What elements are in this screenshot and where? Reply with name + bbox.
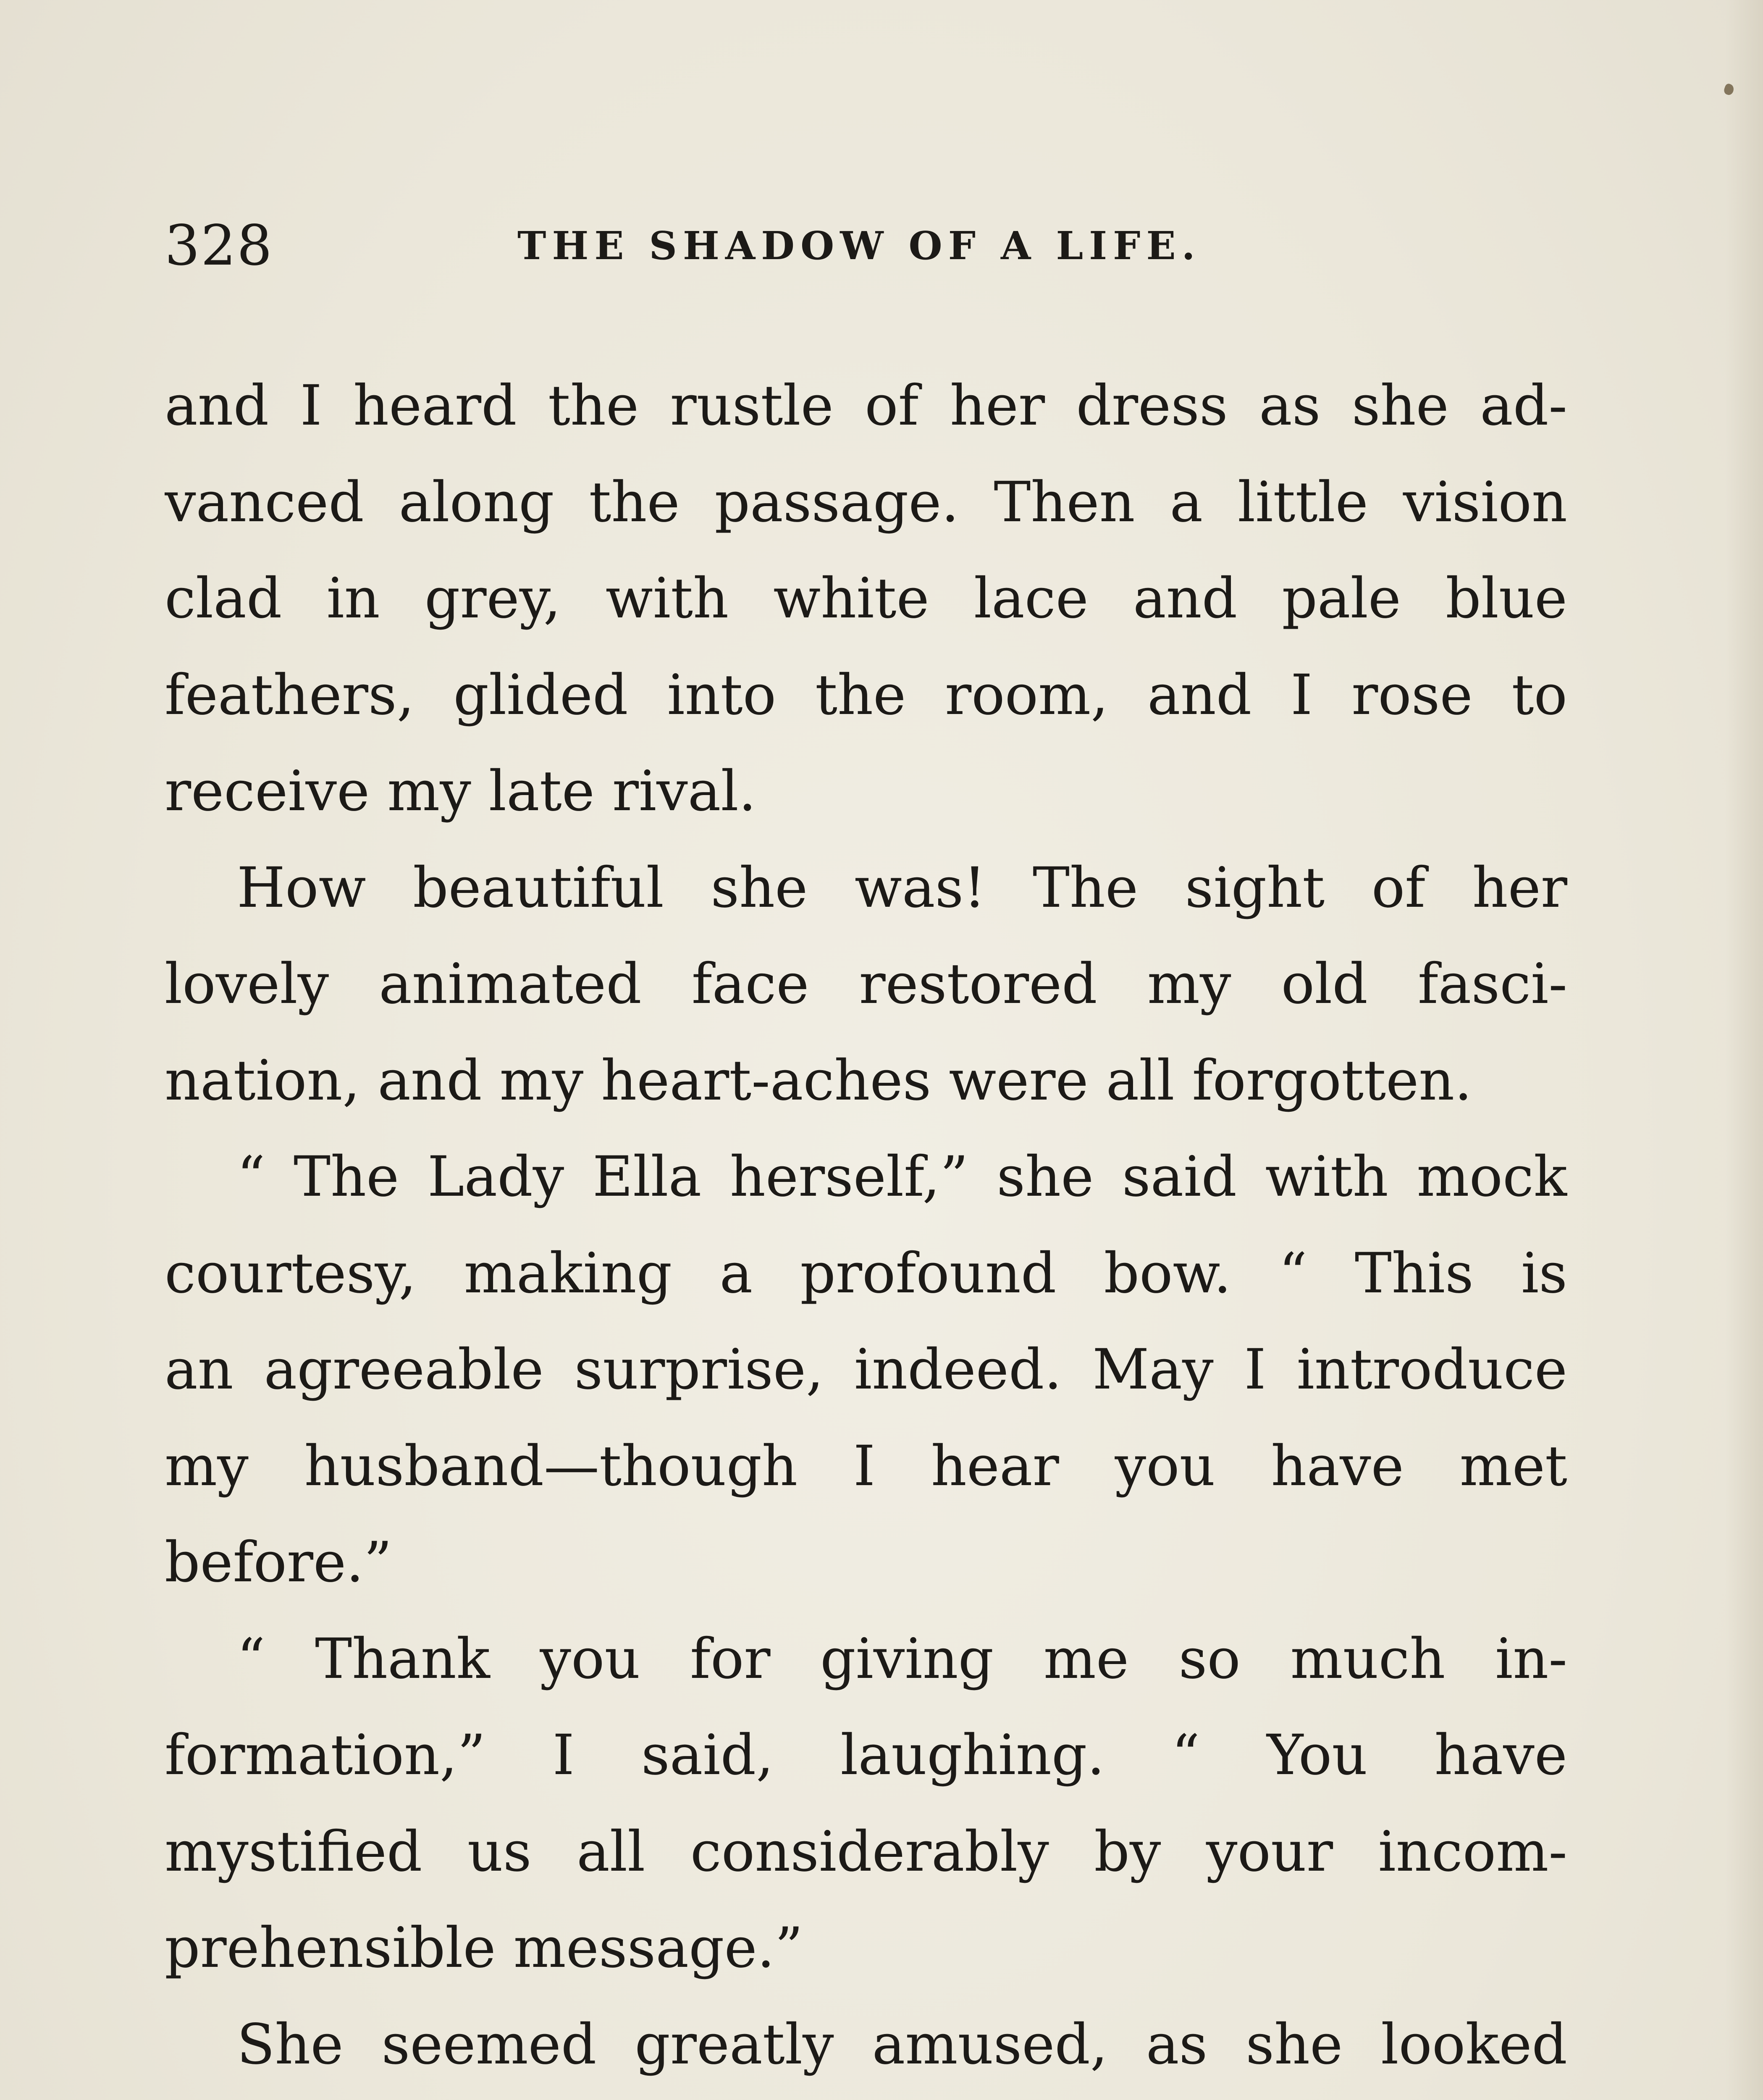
page-edge-shadow <box>1725 0 1763 2100</box>
text-line: mystified us all considerably by your incom- <box>165 1819 1567 1884</box>
page-header <box>165 210 1567 281</box>
text-line: She seemed greatly amused, as she looked <box>237 2012 1567 2077</box>
text-line: formation,” I said, laughing. “ You have <box>165 1723 1567 1788</box>
text-line: How beautiful she was! The sight of her <box>237 855 1567 920</box>
text-line: before.” <box>165 1530 392 1595</box>
text-line: feathers, glided into the room, and I rose to <box>165 662 1567 727</box>
body-text <box>165 358 1567 2100</box>
running-title: THE SHADOW OF A LIFE. <box>517 223 1201 268</box>
text-line: courtesy, making a profound bow. “ This is <box>165 1241 1567 1306</box>
text-line: receive my late rival. <box>165 759 756 824</box>
text-line: nation, and my heart-aches were all forgotten. <box>165 1048 1472 1113</box>
text-line: vanced along the passage. Then a little vision <box>165 470 1567 535</box>
text-line: an agreeable surprise, indeed. May I introduce <box>165 1337 1567 1402</box>
text-line: “ Thank you for giving me so much in- <box>237 1626 1567 1691</box>
text-line: my husband—though I hear you have met <box>165 1433 1567 1499</box>
text-line <box>165 2093 1567 2100</box>
text-line: prehensible message.” <box>165 1916 803 1980</box>
text-line: lovely animated face restored my old fasci- <box>165 952 1567 1016</box>
page-number: 328 <box>165 213 273 278</box>
text-line: and I heard the rustle of her dress as she ad- <box>165 373 1567 438</box>
text-line: clad in grey, with white lace and pale blue <box>165 566 1567 631</box>
text-line: “ The Lady Ella herself,” she said with mock <box>237 1144 1567 1209</box>
